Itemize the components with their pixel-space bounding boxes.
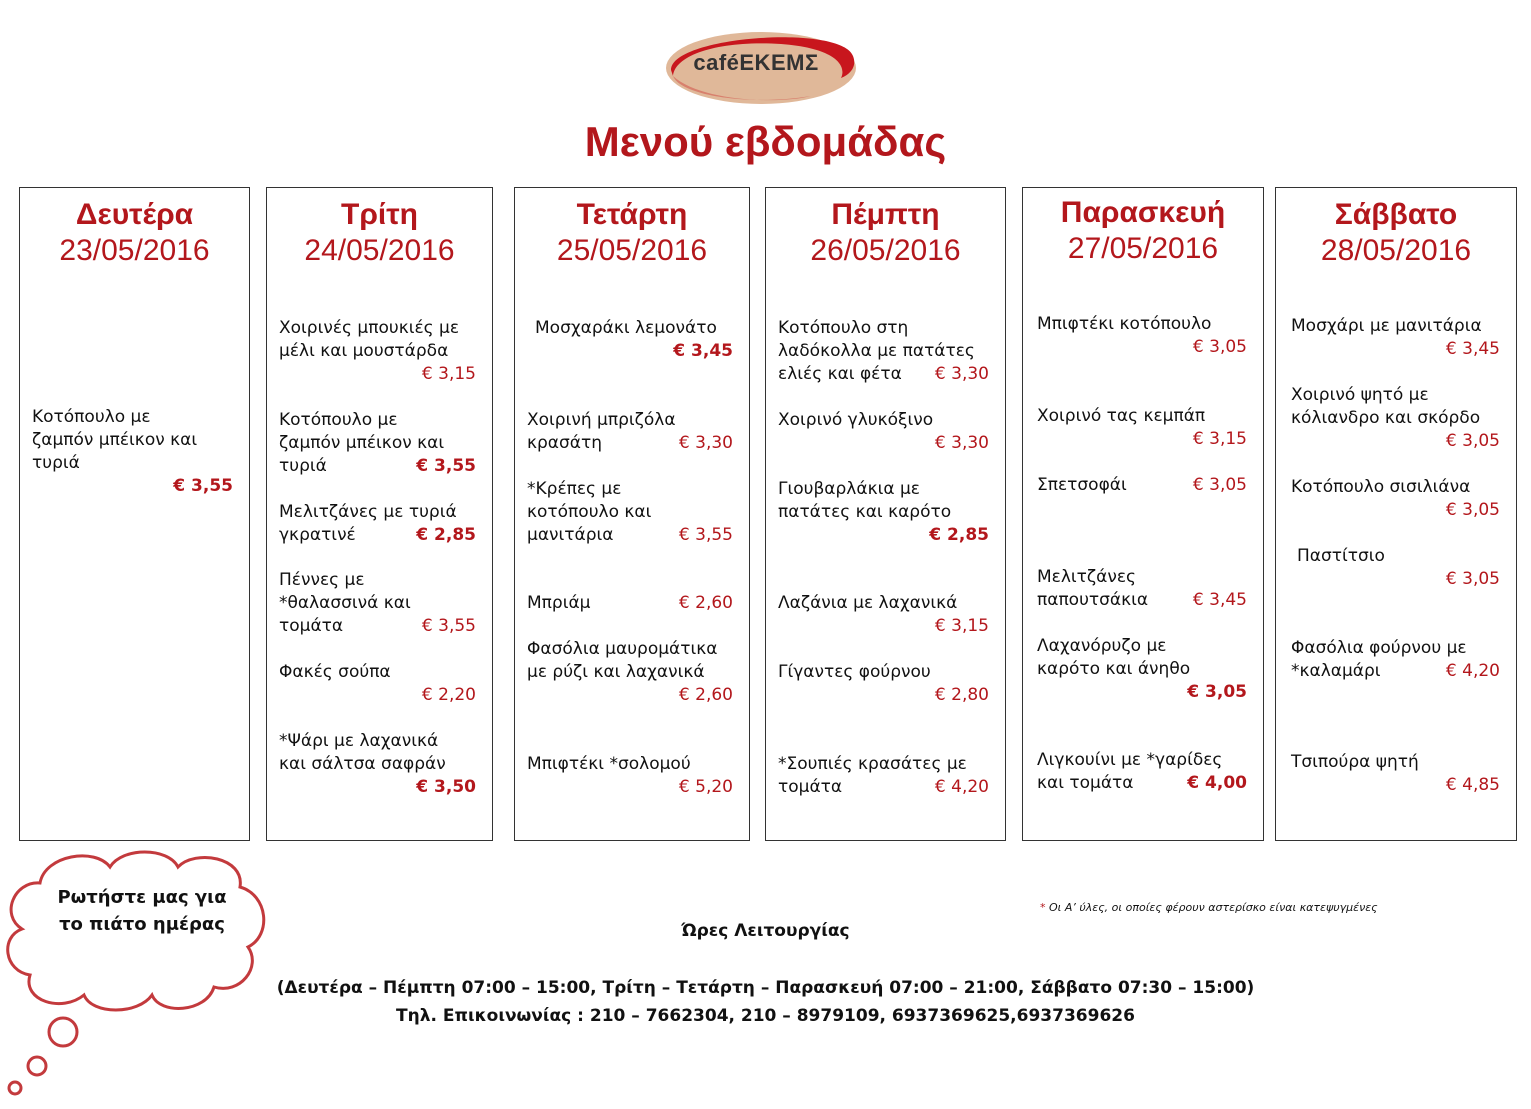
dish-item bbox=[1037, 749, 1251, 795]
dish-name: Γίγαντες φούρνου bbox=[778, 662, 931, 682]
dish-price: € 2,80 bbox=[934, 685, 989, 705]
dish-price: € 2,20 bbox=[421, 685, 476, 705]
dish-name: Μοσχάρι με μανιτάρια bbox=[1291, 316, 1482, 336]
dish-name: Χοιρινό ψητό με κόλιανδρο και σκόρδο bbox=[1291, 385, 1481, 428]
page-title: Μενού εβδομάδας bbox=[584, 118, 947, 165]
dish-name: Κοτόπουλο σισιλιάνα bbox=[1291, 477, 1471, 497]
dish-price: € 2,85 bbox=[416, 525, 476, 545]
dish-price: € 3,05 bbox=[1445, 431, 1500, 451]
frozen-footnote bbox=[1040, 901, 1378, 914]
dish-name: Παστίτσιο bbox=[1297, 546, 1385, 566]
dish-price: € 5,20 bbox=[678, 777, 733, 797]
day-name: Τρίτη bbox=[341, 198, 418, 231]
dish-item bbox=[778, 661, 993, 705]
dish-price: € 3,05 bbox=[1445, 500, 1500, 520]
dish-name: Χοιρινές μπουκιές με μέλι και μουστάρδα bbox=[279, 318, 460, 361]
dish-item bbox=[279, 317, 480, 384]
dish-item bbox=[778, 592, 993, 636]
dish-price: € 3,55 bbox=[421, 616, 476, 636]
dish-item bbox=[527, 638, 737, 705]
dish-name: Μοσχαράκι λεμονάτο bbox=[535, 318, 717, 338]
dish-price: € 3,05 bbox=[1445, 569, 1500, 589]
day-name: Πέμπτη bbox=[831, 198, 940, 231]
dish-item bbox=[1037, 635, 1251, 702]
day-column-thursday bbox=[765, 187, 1006, 841]
dish-price: € 3,30 bbox=[934, 433, 989, 453]
footnote-text: Οι Α’ ύλες, οι οποίες φέρουν αστερίσκο είναι κατεψυγμένες bbox=[1045, 901, 1378, 914]
dish-name: Φασόλια φούρνου με *καλαμάρι bbox=[1291, 638, 1467, 681]
dish-name: Τσιπούρα ψητή bbox=[1291, 752, 1419, 772]
dish-price: € 3,55 bbox=[416, 456, 476, 476]
dish-price: € 3,05 bbox=[1192, 337, 1247, 357]
dish-price: € 3,30 bbox=[934, 364, 989, 384]
dish-item bbox=[279, 569, 480, 638]
dish-price: € 3,30 bbox=[678, 433, 733, 453]
dish-name: Μπιφτέκι *σολομού bbox=[527, 754, 691, 774]
dish-item bbox=[778, 753, 993, 799]
dish-item bbox=[279, 501, 480, 547]
day-name: Δευτέρα bbox=[75, 198, 194, 231]
dish-price: € 3,05 bbox=[1187, 682, 1247, 702]
dish-name: Γιουβαρλάκια με πατάτες και καρότο bbox=[778, 479, 952, 522]
dish-name: Μελιτζάνες με τυριά γκρατινέ bbox=[279, 502, 457, 545]
cafe-logo bbox=[661, 26, 861, 106]
day-name: Τετάρτη bbox=[576, 198, 688, 231]
dish-price: € 3,15 bbox=[1192, 429, 1247, 449]
dish-name: Λαζάνια με λαχανικά bbox=[778, 593, 958, 613]
dish-name: Μπριάμ bbox=[527, 593, 591, 613]
dish-item bbox=[1291, 637, 1504, 683]
dish-price: € 2,60 bbox=[678, 593, 733, 613]
dish-name: Φασόλια μαυρομάτικα με ρύζι και λαχανικά bbox=[527, 639, 718, 682]
dish-item bbox=[1037, 566, 1251, 612]
dish-name: Κοτόπουλο στη λαδόκολλα με πατάτες ελιές και φέτα bbox=[778, 318, 975, 384]
day-date: 24/05/2016 bbox=[304, 234, 455, 267]
dish-item bbox=[32, 406, 237, 501]
dish-name: Λιγκουίνι με *γαρίδες και τομάτα bbox=[1037, 750, 1223, 793]
dish-price: € 3,50 bbox=[416, 777, 476, 797]
dish-name: *Σουπιές κρασάτες με τομάτα bbox=[778, 754, 967, 797]
dish-item bbox=[1291, 476, 1504, 520]
day-column-wednesday bbox=[514, 187, 750, 841]
day-date: 26/05/2016 bbox=[810, 234, 961, 267]
dish-price: € 2,60 bbox=[678, 685, 733, 705]
dish-item bbox=[527, 753, 737, 797]
opening-hours: (Δευτέρα – Πέμπτη 07:00 – 15:00, Τρίτη – Τετάρτη – Παρασκευή 07:00 – 21:00, Σάββατο 07:30 – 15:00) bbox=[276, 978, 1255, 998]
dish-price: € 3,55 bbox=[173, 476, 233, 496]
day-name: Παρασκευή bbox=[1060, 196, 1226, 229]
dish-item bbox=[279, 409, 480, 478]
dish-item bbox=[527, 478, 737, 547]
dish-name: Λαχανόρυζο με καρότο και άνηθο bbox=[1037, 636, 1191, 679]
day-date: 25/05/2016 bbox=[556, 234, 708, 267]
day-date: 28/05/2016 bbox=[1320, 234, 1472, 267]
dish-name: Χοιρινό τας κεμπάπ bbox=[1037, 406, 1206, 426]
dish-price: € 2,85 bbox=[929, 525, 989, 545]
dish-name: Χοιρινή μπριζόλα κρασάτη bbox=[527, 410, 676, 453]
day-column-tuesday bbox=[266, 187, 493, 841]
dish-price: € 3,15 bbox=[421, 364, 476, 384]
dish-price: € 3,55 bbox=[678, 525, 733, 545]
dish-item bbox=[1037, 474, 1251, 497]
cloud-text: Ρωτήστε μας για το πιάτο ημέρας bbox=[57, 887, 227, 935]
contact-phones: Τηλ. Επικοινωνίας : 210 – 7662304, 210 – 8979109, 6937369625,6937369626 bbox=[396, 1006, 1135, 1026]
dish-item bbox=[527, 592, 737, 615]
day-name: Σάββατο bbox=[1334, 198, 1458, 231]
dish-name: Φακές σούπα bbox=[279, 662, 391, 682]
dish-price: € 3,05 bbox=[1192, 475, 1247, 495]
dish-item bbox=[1291, 751, 1504, 795]
day-column-saturday bbox=[1275, 187, 1517, 841]
dish-item bbox=[778, 317, 993, 386]
day-date: 27/05/2016 bbox=[1067, 232, 1219, 265]
dish-price: € 3,15 bbox=[934, 616, 989, 636]
dish-name: Κοτόπουλο με ζαμπόν μπέικον και τυριά bbox=[279, 410, 445, 476]
dish-price: € 3,45 bbox=[673, 341, 733, 361]
dish-name: Χοιρινό γλυκόξινο bbox=[778, 410, 934, 430]
day-date: 23/05/2016 bbox=[59, 234, 210, 267]
dish-item bbox=[279, 730, 480, 797]
day-column-monday bbox=[19, 187, 250, 841]
dish-item bbox=[535, 317, 737, 361]
dish-item bbox=[1297, 545, 1504, 589]
dish-name: Μελιτζάνες παπουτσάκια bbox=[1037, 567, 1149, 610]
dish-price: € 3,45 bbox=[1192, 590, 1247, 610]
dish-price: € 3,45 bbox=[1445, 339, 1500, 359]
dish-price: € 4,20 bbox=[934, 777, 989, 797]
dish-item bbox=[778, 409, 993, 453]
dish-name: Πέννες με *θαλασσινά και τομάτα bbox=[279, 570, 411, 636]
dish-item bbox=[1037, 313, 1251, 357]
dish-item bbox=[279, 661, 480, 705]
dish-name: Σπετσοφάι bbox=[1037, 475, 1127, 495]
dish-item bbox=[1291, 315, 1504, 359]
footnote-star: * bbox=[1040, 901, 1046, 914]
dish-item bbox=[778, 478, 993, 545]
day-column-friday bbox=[1022, 187, 1264, 841]
dish-name: *Ψάρι με λαχανικά και σάλτσα σαφράν bbox=[279, 731, 446, 774]
logo-text: caféΕΚΕΜΣ bbox=[693, 50, 819, 75]
dish-item bbox=[527, 409, 737, 455]
dish-name: *Κρέπες με κοτόπουλο και μανιτάρια bbox=[527, 479, 652, 545]
dish-price: € 4,85 bbox=[1445, 775, 1500, 795]
dish-item bbox=[1037, 405, 1251, 449]
dish-item bbox=[1291, 384, 1504, 451]
dish-name: Μπιφτέκι κοτόπουλο bbox=[1037, 314, 1212, 334]
dish-name: Κοτόπουλο με ζαμπόν μπέικον και τυριά bbox=[32, 407, 198, 473]
hours-title: Ώρες Λειτουργίας bbox=[681, 921, 850, 941]
dish-price: € 4,00 bbox=[1187, 773, 1247, 793]
dish-price: € 4,20 bbox=[1445, 661, 1500, 681]
